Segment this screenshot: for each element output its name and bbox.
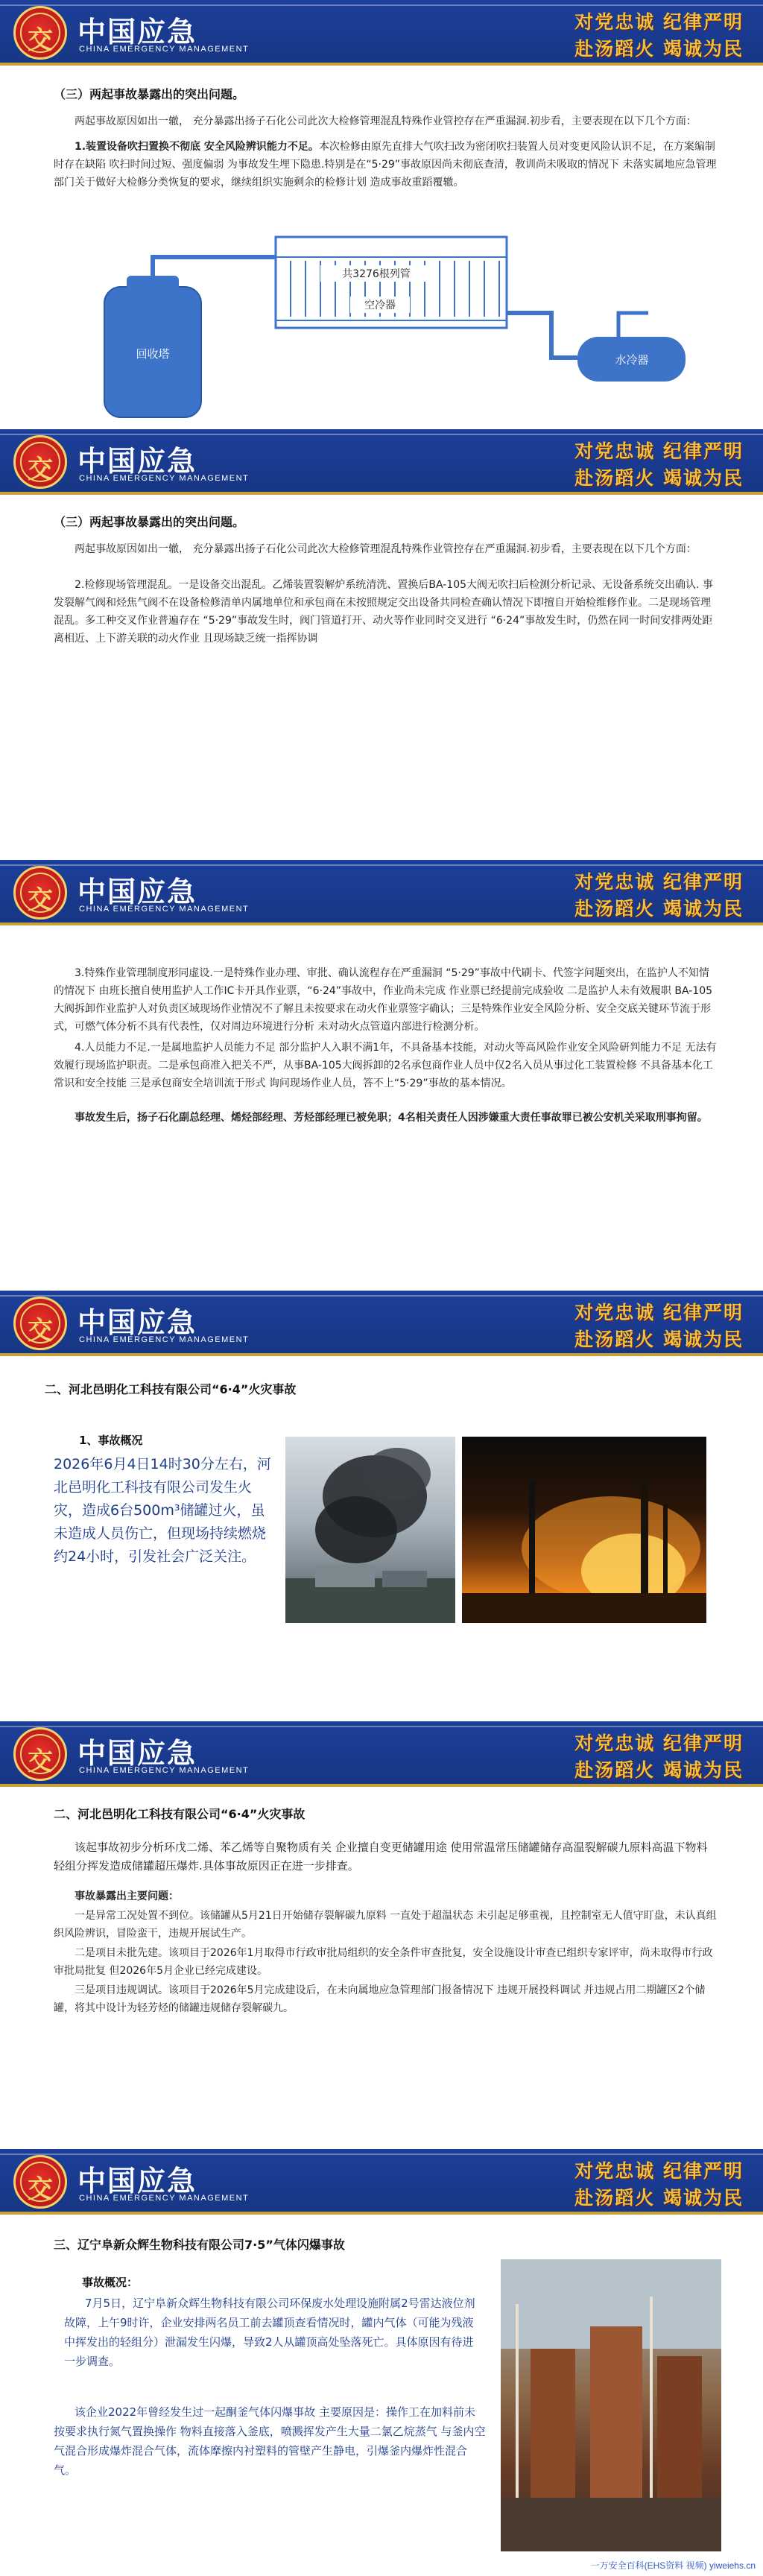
header-banner	[0, 2149, 763, 2215]
section-title: （三）两起事故暴露出的突出问题。	[54, 515, 245, 529]
point-2: 2.检修现场管理混乱。一是设备交出混乱。乙烯装置裂解炉系统清洗、置换后BA-105大阀无吹扫后检测分析记录、无设备系统交出确认. 事发裂解气阀和烃焦气阀不在设备检修清单内属地单位和承包商在未按照规定交出设备共同检查确认情况下即擅自开始检维修作业。二是现场管理混乱。多工种交叉作业普遍存在 “5·29”事故发生时，阀门管道打开、动火等作业同时交叉进行 “6·24”事故发生时，仍然在同一时间安排两处距离相近、上下游关联的动火作业 且现场缺乏统一指挥协调	[54, 579, 713, 645]
header-banner	[0, 1291, 763, 1356]
smoke-photo	[285, 1437, 455, 1623]
emergency-emblem-icon: 交	[13, 6, 67, 60]
process-diagram	[0, 0, 763, 429]
brand-name-en: CHINA EMERGENCY MANAGEMENT	[79, 2194, 250, 2203]
emergency-emblem-icon: 交	[13, 866, 67, 920]
brand-name: 中国应急	[77, 2165, 197, 2197]
slogan-line-1: 对党忠诚 纪律严明	[574, 11, 744, 33]
section-title: 二、河北邑明化工科技有限公司“6·4”火灾事故	[45, 1382, 297, 1396]
recovery-tower-label: 回收塔	[136, 347, 170, 361]
slogan-line-2: 赴汤蹈火 竭诚为民	[574, 898, 744, 920]
brand-name: 中国应急	[77, 1737, 197, 1770]
fire-photo	[462, 1437, 706, 1623]
slogan-line-1: 对党忠诚 纪律严明	[574, 871, 744, 893]
slogan-line-1: 对党忠诚 纪律严明	[574, 1302, 744, 1323]
slogan-line-1: 对党忠诚 纪律严明	[574, 2160, 744, 2182]
slogan-line-1: 对党忠诚 纪律严明	[574, 1732, 744, 1754]
tubes-count-label: 共3276根列管	[342, 268, 411, 280]
header-banner	[0, 429, 763, 495]
slide-6	[0, 2149, 763, 2576]
water-cooler-label: 水冷器	[615, 353, 649, 367]
slogan-line-2: 赴汤蹈火 竭诚为民	[574, 2187, 744, 2209]
header-banner	[0, 1721, 763, 1787]
section-title: 二、河北邑明化工科技有限公司“6·4”火灾事故	[54, 1807, 305, 1821]
brand-name: 中国应急	[77, 16, 197, 48]
slogan-line-2: 赴汤蹈火 竭诚为民	[574, 1329, 744, 1350]
brand-name: 中国应急	[77, 876, 197, 908]
overview-text: 2026年6月4日14时30分左右，河北邑明化工科技有限公司发生火灾，造成6台500m³储罐过火，虽未造成人员伤亡，但现场持续燃烧约24小时，引发社会广泛关注。	[54, 1456, 271, 1565]
point-3: 3.特殊作业管理制度形同虚设.一是特殊作业办理、审批、确认流程存在严重漏洞 “5·29”事故中代刷卡、代签字问题突出，在监护人不知情的情况下 由班长擅自使用监护人工作IC卡开具作业票，“6·24”事故中，作业尚未完成 作业票已经提前完成验收 二是监护人未有效履职 BA-105大阀拆卸作业监护人对负责区域现场作业情况不了解且未按要求在动火作业票签字确认；三是特殊作业安全风险分析、安全交底关键环节流于形式，可燃气体分析不具有代表性，仅对周边环境进行分析 未对动火点管道内部进行检测分析。	[54, 967, 713, 1033]
intro-text: 该起事故初步分析环戊二烯、苯乙烯等自聚物质有关 企业擅自变更储罐用途 使用常温常压储罐储存高温裂解碳九原料高温下物料轻组分挥发造成储罐超压爆炸.具体事故原因正在进一步排查。	[54, 1841, 708, 1873]
slogan-line-2: 赴汤蹈火 竭诚为民	[574, 467, 744, 489]
problem-2: 二是项目未批先建。该项目于2026年1月取得市行政审批局组织的安全条件审查批复，安全设施设计审查已组织专家评审，尚未取得市行政审批局批复 但2026年5月企业已经完成建设。	[54, 1947, 713, 1977]
slide-4	[0, 1291, 763, 1721]
brand-name: 中国应急	[77, 1306, 197, 1339]
slogan-line-2: 赴汤蹈火 竭诚为民	[574, 1759, 744, 1781]
conclusion-text: 事故发生后，扬子石化副总经理、烯烃部经理、芳烃部经理已被免职；4名相关责任人因涉嫌重大责任事故罪已被公安机关采取刑事拘留。	[75, 1112, 708, 1124]
brand-name-en: CHINA EMERGENCY MANAGEMENT	[79, 45, 250, 54]
overview-label: 1、事故概况	[79, 1434, 143, 1447]
point-4: 4.人员能力不足.一是属地监护人员能力不足 部分监护人入职不满1年，不具备基本技能，对动火等高风险作业安全风险研判能力不足 无法有效履行现场监护职责。二是承包商准入把关不严，从事BA-105大阀拆卸的2名承包商作业人员中仅2名入员从事过化工装置检修 不具备基本化工常识和安全技能 三是承包商安全培训流于形式 询问现场作业人员，答不上“5·29”事故的基本情况。	[54, 1042, 717, 1089]
problems-title: 事故暴露出主要问题：	[75, 1890, 179, 1902]
intro-text: 两起事故原因如出一辙， 充分暴露出扬子石化公司此次大检修管理混乱特殊作业管控存在严重漏洞.初步看，主要表现在以下几个方面：	[75, 115, 697, 127]
emergency-emblem-icon: 交	[13, 2155, 67, 2209]
slide-1	[0, 0, 763, 429]
brand-name-en: CHINA EMERGENCY MANAGEMENT	[79, 1335, 250, 1344]
brand-name-en: CHINA EMERGENCY MANAGEMENT	[79, 1766, 250, 1775]
air-cooler-label: 空冷器	[364, 300, 396, 311]
brand-name-en: CHINA EMERGENCY MANAGEMENT	[79, 474, 250, 483]
history-text: 该企业2022年曾经发生过一起酮釜气体闪爆事故 主要原因是：操作工在加料前未按要求执行氮气置换操作 物料直接落入釜底，喷溅挥发产生大量二氯乙烷蒸气 与釜内空气混合形成爆炸混合气体，流体摩擦内衬塑料的管壁产生静电，引爆釜内爆炸性混合气。	[54, 2405, 486, 2477]
intro-text: 两起事故原因如出一辙， 充分暴露出扬子石化公司此次大检修管理混乱特殊作业管控存在严重漏洞.初步看，主要表现在以下几个方面：	[75, 543, 697, 555]
overview-label: 事故概况：	[82, 2276, 139, 2289]
section-title: 三、辽宁阜新众辉生物科技有限公司7·5”气体闪爆事故	[54, 2238, 345, 2252]
slide-3	[0, 860, 763, 1291]
problem-1: 一是异常工况处置不到位。该储罐从5月21日开始储存裂解碳九原料 一直处于超温状态 未引起足够重视，且控制室无人值守盯盘，未认真组织风险辨识，冒险蛮干，违规开展试生产。	[54, 1910, 717, 1940]
slogan-line-2: 赴汤蹈火 竭诚为民	[574, 38, 744, 60]
air-cooler-shape	[276, 237, 507, 328]
site-photo	[501, 2259, 721, 2551]
emergency-emblem-icon: 交	[13, 435, 67, 489]
overview-text: 7月5日，辽宁阜新众辉生物科技有限公司环保废水处理设施附属2号雷达液位剂故障，上午9时许，企业安排两名员工前去罐顶查看情况时，罐内气体（可能为残液中挥发出的轻组分）泄漏发生闪爆，导致2人从罐顶高处坠落死亡。具体原因有待进一步调查。	[64, 2297, 475, 2368]
header-banner	[0, 860, 763, 925]
problem-3: 三是项目违规调试。该项目于2026年5月完成建设后，在未向属地应急管理部门报备情况下 违规开展投料调试 并违规占用二期罐区2个储罐，将其中设计为轻芳烃的储罐违规储存裂解碳九。	[54, 1984, 706, 2014]
emergency-emblem-icon: 交	[13, 1297, 67, 1350]
source-link[interactable]: 一万安全百科(EHS资料 视频) yiweiehs.cn	[590, 2560, 756, 2571]
slide-2	[0, 429, 763, 860]
emergency-emblem-icon: 交	[13, 1727, 67, 1781]
brand-name-en: CHINA EMERGENCY MANAGEMENT	[79, 905, 250, 914]
point-1: 1.装置设备吹扫置换不彻底 安全风险辨识能力不足。本次检修由原先直排大气吹扫改为密闭吹扫装置人员对变更风险认识不足，在方案编制时存在缺陷 吹扫时间过短、强度偏弱 为事故发生埋下隐患.特别是在“5·29”事故原因尚未彻底查清，教训尚未吸取的情况下 未落实属地应急管理部门关于做好大检修分类恢复的要求，继续组织实施剩余的检修计划 造成事故重蹈覆辙。	[54, 141, 717, 189]
section-title: （三）两起事故暴露出的突出问题。	[54, 87, 245, 101]
brand-name: 中国应急	[77, 445, 197, 478]
slide-5	[0, 1721, 763, 2149]
slogan-line-1: 对党忠诚 纪律严明	[574, 440, 744, 462]
